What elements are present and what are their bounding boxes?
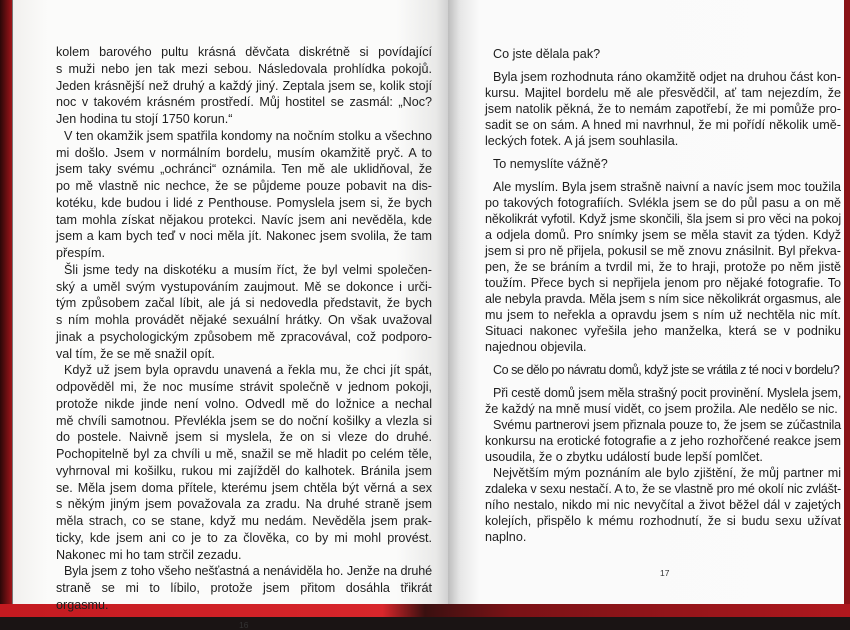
text-line: jsem taky svému „ochránci“ oznámila. Ten mě ale uklidňoval, že xyxy=(56,162,432,177)
text-line: sadit se on sám. A hned mi navrhnul, že mi pořídí několik umě- xyxy=(485,118,841,132)
paragraph xyxy=(485,417,841,465)
text-line: straně se mi to líbilo, protože jsem přitom dosáhla třikrát xyxy=(56,581,432,595)
text-line: přespím. xyxy=(56,246,105,260)
text-line: usoudila, že o zbytku událostí bude lepší pomlčet. xyxy=(485,450,763,464)
text-line: a odjela domů. Pro snímky jsem se měla stavit za týden. Když xyxy=(485,228,841,242)
interview-question xyxy=(485,46,841,62)
paragraph xyxy=(485,46,841,62)
paragraph xyxy=(56,563,432,613)
text-line: orgasmu. xyxy=(56,597,109,612)
text-line: konkursu na erotické fotografie a z jeho rozhořčené reakce jsem xyxy=(485,434,841,448)
text-line: pen, že se bráním a tvrdil mi, že to hraji, protože po něm jistě xyxy=(485,260,841,274)
text-line: Když už jsem byla opravdu unavená a řekla mu, že chci jít spát, xyxy=(64,363,432,378)
left-page xyxy=(12,0,449,630)
text-line: že každý na mně musí vidět, co jsem prožila. Ale nedělo se nic. xyxy=(485,402,838,416)
text-line: Ale myslím. Byla jsem strašně naivní a navíc jsem moc toužila xyxy=(493,180,841,194)
text-line: toužím. Přece bych si nepřijela jenom pro nějaké fotografie. To xyxy=(485,276,841,290)
interview-question xyxy=(485,156,841,172)
text-line: najednou objevila. xyxy=(485,340,587,354)
paragraph xyxy=(485,362,841,378)
text-line: s někým jiným jsem považovala za zradu. Na druhé straně jsem xyxy=(56,497,432,512)
text-line: Pochopitelně byl za chvíli u mě, snažil se mě hladit po celém těle, xyxy=(56,447,432,461)
interview-answer xyxy=(485,179,841,355)
text-line: Co se dělo po návratu domů, když jste se vrátila z té noci v bordelu? xyxy=(493,363,840,377)
text-line: tam mohla získat nějakou protekci. Navíc jsem ani nevěděla, kde xyxy=(56,212,432,227)
text-line: Jen hodina tu stojí 1750 korun.“ xyxy=(56,112,233,126)
text-line: mu jsem to neřekla a opravdu jsem s ním už nechtěla nic mít. xyxy=(485,308,841,322)
text-line: kursu. Majitel bordelu mě ale přesvědčil, ať tam nejezdím, že xyxy=(485,86,841,100)
text-line: ale nebyla pravda. Měla jsem s ním sice několikrát orgasmus, ale xyxy=(485,292,841,306)
text-line: Největším mým poznáním ale bylo zjištění, že můj partner mi xyxy=(493,466,841,480)
interview-answer xyxy=(485,69,841,149)
left-page-text xyxy=(56,44,432,614)
text-line: vyhrnoval mi košilku, rukou mi zajížděl do kalhotek. Bránila jsem xyxy=(56,463,432,478)
paragraph xyxy=(56,128,432,262)
paragraph xyxy=(485,179,841,355)
text-line: jinak a psychologickým způsobem mě zpracovával, což podporo- xyxy=(56,329,432,344)
right-page xyxy=(448,0,844,604)
text-line: protože nikde jinde není volno. Odvedl mě do ložnice a nechal xyxy=(56,396,432,411)
paragraph xyxy=(485,156,841,172)
interview-question xyxy=(485,362,841,378)
text-line: Byla jsem z toho všeho nešťastná a nenáviděla ho. Jenže na druhé xyxy=(64,564,432,579)
text-line: měla strach, co se stane, když mu nedám. Nevěděla jsem prak- xyxy=(56,514,432,528)
text-line: Svému partnerovi jsem přiznala pouze to, že jsem se zúčastnila xyxy=(493,418,841,432)
text-line: naplno. xyxy=(485,530,527,544)
text-line: V ten okamžik jsem spatřila kondomy na nočním stolku a všechno xyxy=(64,128,432,143)
text-line: Byla jsem rozhodnuta ráno okamžitě odjet na druhou část kon- xyxy=(493,70,841,84)
text-line: mi došlo. Jsem v normálním bordelu, musím okamžitě pryč. A to xyxy=(56,145,432,160)
text-line: noc v takovém krásném prostředí. Můj hostitel se zasmál: „Noc? xyxy=(56,95,432,110)
text-line: Jeden krásnější než druhý a každý jiný. Zeptala jsem se, kolik stojí xyxy=(56,78,432,93)
text-line: s muži nebo jen tak mezi sebou. Následovala prohlídka pokojů. xyxy=(56,61,432,76)
text-line: kolejích, přispělo k mému rozhodnutí, že si budu sexu užívat xyxy=(485,514,841,528)
text-line: zdaleka v sexu nestačí. A to, že se vlastně pro mé okolí nic zvlášt- xyxy=(485,482,841,496)
text-line: tým způsobem začal líbit, ale já si nedovedla představit, že bych xyxy=(56,296,432,311)
text-line: To nemyslíte vážně? xyxy=(493,157,608,171)
interview-answer xyxy=(485,385,841,545)
text-line: s ním mohla provádět nějaké sexuální hrátky. On však uvažoval xyxy=(56,313,432,327)
paragraph xyxy=(485,69,841,149)
text-line: několikrát vyfotil. Když jsme skončili, šla jsem si pro věci na pokoj xyxy=(485,212,841,226)
text-line: ticky, kde jsem ani co je to za člověka, co by mi mohl provést. xyxy=(56,530,432,545)
paragraph xyxy=(56,44,432,128)
text-line: po takových fotografiích. Svlékla jsem se do půl pasu a on mě xyxy=(485,196,841,210)
book-cover-edge-right xyxy=(844,0,850,617)
text-line: Šli jsme tedy na diskotéku a musím říct, že byl velmi společen- xyxy=(64,262,432,277)
text-line: Situaci nakonec vyřešila jeho manželka, která se v podniku xyxy=(485,324,841,338)
text-line: ský a uměl svým vystupováním zaujmout. Mě se dokonce i urči- xyxy=(56,279,432,294)
paragraph xyxy=(485,465,841,545)
page-number: 17 xyxy=(660,568,670,578)
text-line: Nakonec mi ho tam strčil zezadu. xyxy=(56,547,242,562)
page-number: 16 xyxy=(239,620,249,630)
text-line: val tím, že se mě snažil opít. xyxy=(56,346,215,361)
text-line: ního nestalo, nikdo mi nic nevyčítal a život běžel dál v zajetých xyxy=(485,498,841,512)
text-line: Při cestě domů jsem měla strašný pocit provinění. Myslela jsem, xyxy=(493,386,842,400)
text-line: se. Měla jsem doma přítele, kterému jsem chtěla být věrná a sex xyxy=(56,480,432,495)
right-page-text xyxy=(485,46,841,552)
text-line: leckých fotek. A já jsem souhlasila. xyxy=(485,134,679,148)
text-line: po mě vlastně nic nechce, že se půjdeme pouze pobavit na dis- xyxy=(56,179,432,193)
paragraph xyxy=(56,362,432,563)
text-line: kolem barového pultu krásná děvčata diskrétně si povídající xyxy=(56,45,432,59)
text-line: odpověděl mi, že noc musíme strávit společně v jednom pokoji, xyxy=(56,380,432,394)
text-line: kotéku, kde budou i lidé z Penthouse. Pomyslela jsem si, že bych xyxy=(56,195,432,210)
paragraph xyxy=(485,385,841,417)
text-line: jsem natolik pěkná, že to nemám zapotřebí, že mi pomůže pro- xyxy=(485,102,841,116)
text-line: jsem si pro ně přijela, pokusil se mě znovu znásilnit. Byl překva- xyxy=(485,244,841,258)
paragraph xyxy=(56,262,432,363)
text-line: jsem a kam bych teď v noci měla jít. Nakonec jsem svolila, že tam xyxy=(56,229,432,244)
text-line: mě chvíli samotnou. Převlékla jsem se do noční košilky a vlezla si xyxy=(56,413,432,428)
text-line: Co jste dělala pak? xyxy=(493,47,601,61)
text-line: do postele. Naivně jsem si myslela, že on si vleze do druhé. xyxy=(56,430,432,445)
